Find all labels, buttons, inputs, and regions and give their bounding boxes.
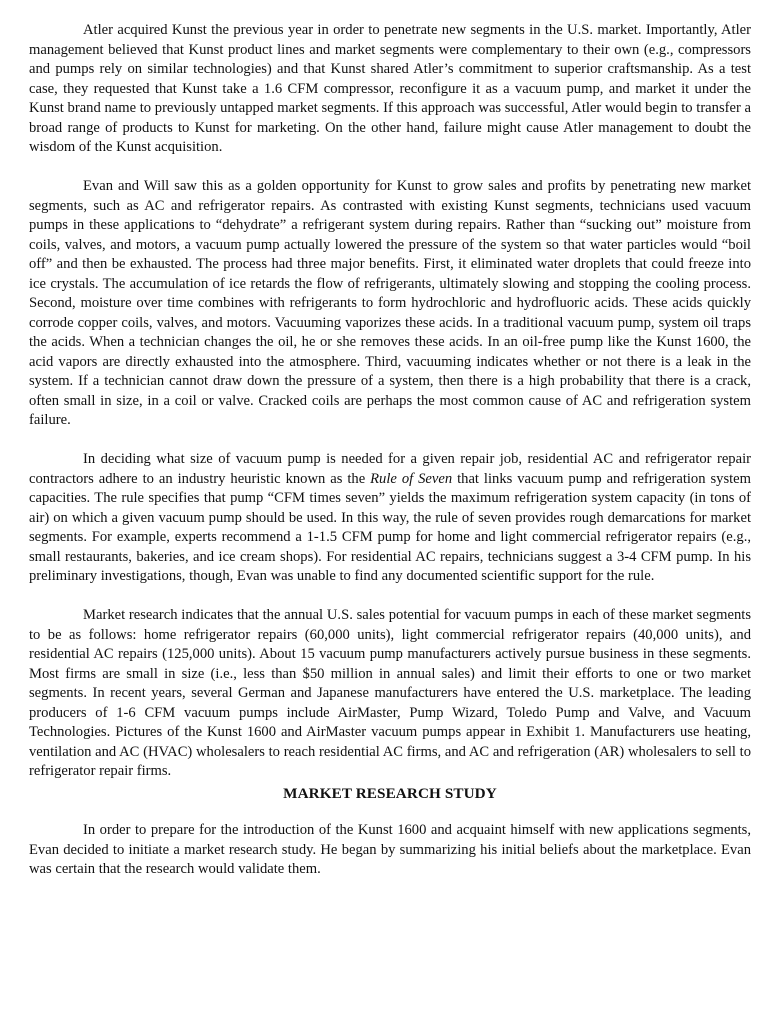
paragraph-rule-of-seven [29, 450, 751, 587]
rule-of-seven-term: Rule of Seven [370, 470, 453, 487]
paragraph-atler-acquisition: Atler acquired Kunst the previous year in order to penetrate new segments in the U.S. market. Importantly, Atler management believed that Kunst product lines and market segments were complementary to their own (e.g., compressors and pumps rely on similar technologies) and that Kunst shared Atler’s commitment to superior craftsmanship. As a test case, they requested that Kunst take a 1.6 CFM compressor, reconfigure it as a vacuum pump, and market it under the Kunst brand name to previously untapped market segments. If this approach was successful, Atler would begin to transfer a broad range of products to Kunst for marketing. On the other hand, failure might cause Atler management to doubt the wisdom of the Kunst acquisition. [29, 22, 751, 155]
rule-of-seven-text-after: that links vacuum pump and refrigeration system capacities. The rule specifies that pump “CFM times seven” yields the maximum refrigeration system capacity (in tons of air) on which a given vacuum pump should be used. In this way, the rule of seven provides rough demarcations for market segments. For example, experts recommend a 1-1.5 CFM pump for home and light commercial refrigerator repairs (e.g., small restaurants, bakeries, and ice cream shops). For residential AC repairs, technicians suggest a 3-4 CFM pump. In his preliminary investigations, though, Evan was unable to find any documented scientific support for the rule. [29, 470, 752, 584]
paragraph-closing: In order to prepare for the introduction of the Kunst 1600 and acquaint himself with new applications segments, Evan decided to initiate a market research study. He began by summarizing his initial beliefs about the marketplace. Evan was certain that the research would validate them. [29, 822, 751, 877]
paragraph-golden-opportunity: Evan and Will saw this as a golden opportunity for Kunst to grow sales and profits by penetrating new market segments, such as AC and refrigerator repairs. As contrasted with existing Kunst segments, technicians used vacuum pumps in these applications to “dehydrate” a refrigerant system during repairs. Rather than “sucking out” moisture from coils, valves, and motors, a vacuum pump actually lowered the pressure of the system so that water particles would “boil off” and then be exhausted. The process had three major benefits. First, it eliminated water droplets that could freeze into ice crystals. The accumulation of ice retards the flow of refrigerants, ultimately slowing and stopping the cooling process. Second, moisture over time combines with refrigerants to form hydrochloric and hydrofluoric acids. These acids quickly corrode copper coils, valves, and motors. Vacuuming vaporizes these acids. In a traditional vacuum pump, system oil traps the acids. When a technician changes the oil, he or she removes these acids. In an oil-free pump like the Kunst 1600, the acid vapors are directly exhausted into the atmosphere. Third, vacuuming indicates whether or not there is a leak in the system. If a technician cannot draw down the pressure of a system, then there is a high probability that there is a crack, often small in size, in a coil or valve. Cracked coils are perhaps the most common cause of AC and refrigeration system failure. [29, 178, 751, 428]
rule-of-seven-text-before: In deciding what size of vacuum pump is needed for a given repair job, residential AC and refrigerator repair contractors adhere to an industry heuristic known as the [29, 451, 751, 487]
document-page [29, 21, 751, 880]
paragraph-market-research: Market research indicates that the annual U.S. sales potential for vacuum pumps in each of these market segments to be as follows: home refrigerator repairs (60,000 units), light commercial refrigerator repairs (40,000 units), and residential AC repairs (125,000 units). About 15 vacuum pump manufacturers actively pursue business in these segments. Most firms are small in size (i.e., less than $50 million in annual sales) and limit their efforts to one or two market segments. In recent years, several German and Japanese manufacturers have entered the U.S. marketplace. The leading producers of 1-6 CFM vacuum pumps include AirMaster, Pump Wizard, Toledo Pump and Valve, and Vacuum Technologies. Pictures of the Kunst 1600 and AirMaster vacuum pumps appear in Exhibit 1. Manufacturers use heating, ventilation and AC (HVAC) wholesalers to reach residential AC firms, and AC and refrigeration (AR) wholesalers to sell to refrigerator repair firms. [29, 607, 751, 779]
section-heading-market-research-study: MARKET RESEARCH STUDY [283, 784, 497, 802]
